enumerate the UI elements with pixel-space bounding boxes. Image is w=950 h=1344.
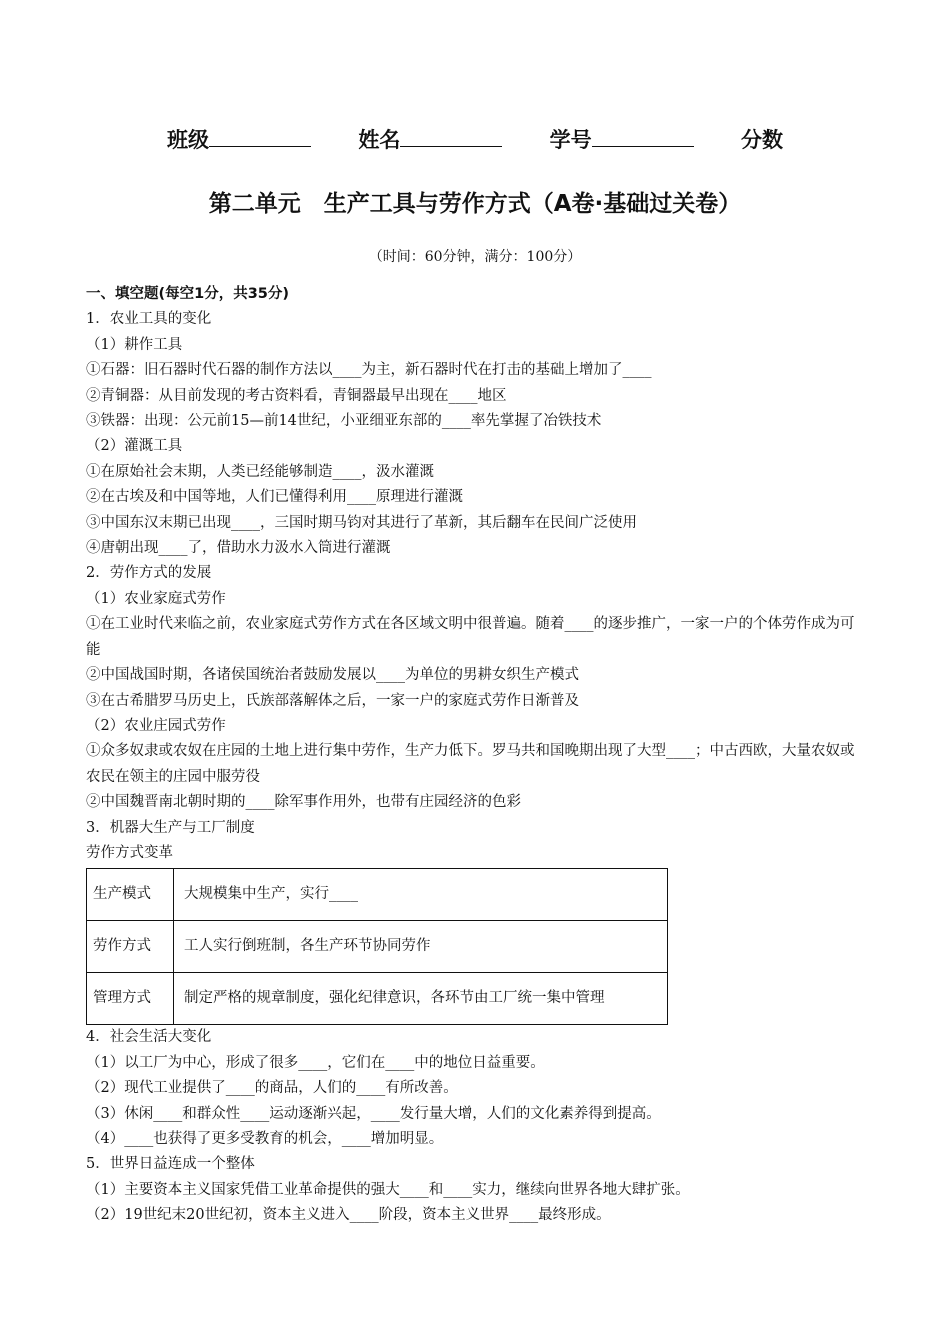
- question-2-line-1: ①在工业时代来临之前，农业家庭式劳作方式在各区域文明中很普遍。随着____的逐步推广，一家一户的个体劳作成为可能: [86, 616, 855, 658]
- name-blank: [400, 128, 502, 147]
- question-1-line-7: ④唐朝出现____了，借助水力汲水入筒进行灌溉: [86, 540, 391, 557]
- question-1-line-5: ②在古埃及和中国等地，人们已懂得利用____原理进行灌溉: [86, 489, 463, 506]
- question-4-title: 4．社会生活大变化: [86, 1029, 212, 1046]
- question-4-line-1: （1）以工厂为中心，形成了很多____，它们在____中的地位日益重要。: [86, 1054, 545, 1071]
- question-1-line-1: ①石器：旧石器时代石器的制作方法以____为主，新石器时代在打击的基础上增加了____: [86, 362, 652, 379]
- question-5-line-1: （1）主要资本主义国家凭借工业革命提供的强大____和____实力，继续向世界各地大肆扩张。: [86, 1181, 690, 1198]
- question-4-line-2: （2）现代工业提供了____的商品，人们的____有所改善。: [86, 1080, 458, 1097]
- name-label: 姓名: [358, 128, 401, 152]
- class-blank: [209, 128, 311, 147]
- table-row: [87, 869, 668, 921]
- table-value-cell: 制定严格的规章制度，强化纪律意识，各环节由工厂统一集中管理: [174, 973, 668, 1025]
- table-row: [87, 921, 668, 973]
- question-2-title: 2．劳作方式的发展: [86, 565, 212, 582]
- question-2-line-4: ①众多奴隶或农奴在庄园的土地上进行集中劳作，生产力低下。罗马共和国晚期出现了大型____；中古西欧，大量农奴或农民在领主的庄园中服劳役: [86, 743, 855, 785]
- table-value-cell: 大规模集中生产，实行____: [174, 869, 668, 921]
- question-1-title: 1．农业工具的变化: [86, 311, 212, 328]
- question-2-line-5: ②中国魏晋南北朝时期的____除军事作用外，也带有庄园经济的色彩: [86, 794, 521, 811]
- section-heading: 一、填空题(每空1分，共35分): [86, 286, 290, 302]
- score-label: 分数: [740, 128, 783, 152]
- name-field: [358, 124, 502, 154]
- question-1-sub-1: （1）耕作工具: [86, 336, 183, 353]
- question-1-line-3: ③铁器：出现：公元前15—前14世纪，小亚细亚东部的____率先掌握了冶铁技术: [86, 413, 602, 430]
- question-1-line-6: ③中国东汉末期已出现____，三国时期马钧对其进行了革新，其后翻车在民间广泛使用: [86, 514, 637, 531]
- table-row: [87, 973, 668, 1025]
- exam-content: [86, 282, 866, 1229]
- question-1-line-2: ②青铜器：从目前发现的考古资料看，青铜器最早出现在____地区: [86, 387, 507, 404]
- question-1-sub-2: （2）灌溉工具: [86, 438, 183, 455]
- question-3-title: 3．机器大生产与工厂制度: [86, 819, 255, 836]
- question-5-line-2: （2）19世纪末20世纪初，资本主义进入____阶段，资本主义世界____最终形成。: [86, 1207, 611, 1224]
- question-2-line-3: ③在古希腊罗马历史上，氏族部落解体之后，一家一户的家庭式劳作日渐普及: [86, 692, 579, 709]
- page-title: 第二单元 生产工具与劳作方式（A卷·基础过关卷）: [208, 191, 742, 217]
- question-2-sub-1: （1）农业家庭式劳作: [86, 590, 226, 607]
- question-4-line-4: （4）____也获得了更多受教育的机会，____增加明显。: [86, 1130, 444, 1147]
- exam-time-info: （时间：60分钟，满分：100分）: [368, 249, 582, 265]
- id-blank: [592, 128, 694, 147]
- question-1-line-4: ①在原始社会末期，人类已经能够制造____，汲水灌溉: [86, 463, 434, 480]
- score-field: [741, 124, 783, 154]
- table-key-cell: 劳作方式: [87, 921, 174, 973]
- table-key-cell: 生产模式: [87, 869, 174, 921]
- class-label: 班级: [167, 128, 210, 152]
- question-2-sub-2: （2）农业庄园式劳作: [86, 717, 226, 734]
- labor-mode-table: [86, 868, 668, 1025]
- question-3-caption: 劳作方式变革: [86, 844, 173, 861]
- question-5-title: 5．世界日益连成一个整体: [86, 1156, 255, 1173]
- student-info-line: [0, 124, 950, 154]
- question-4-line-3: （3）休闲____和群众性____运动逐渐兴起，____发行量大增，人们的文化素养得到提高。: [86, 1105, 661, 1122]
- id-label: 学号: [549, 128, 592, 152]
- question-2-line-2: ②中国战国时期，各诸侯国统治者鼓励发展以____为单位的男耕女织生产模式: [86, 667, 579, 684]
- id-field: [550, 124, 694, 154]
- table-value-cell: 工人实行倒班制，各生产环节协同劳作: [174, 921, 668, 973]
- class-field: [167, 124, 311, 154]
- table-key-cell: 管理方式: [87, 973, 174, 1025]
